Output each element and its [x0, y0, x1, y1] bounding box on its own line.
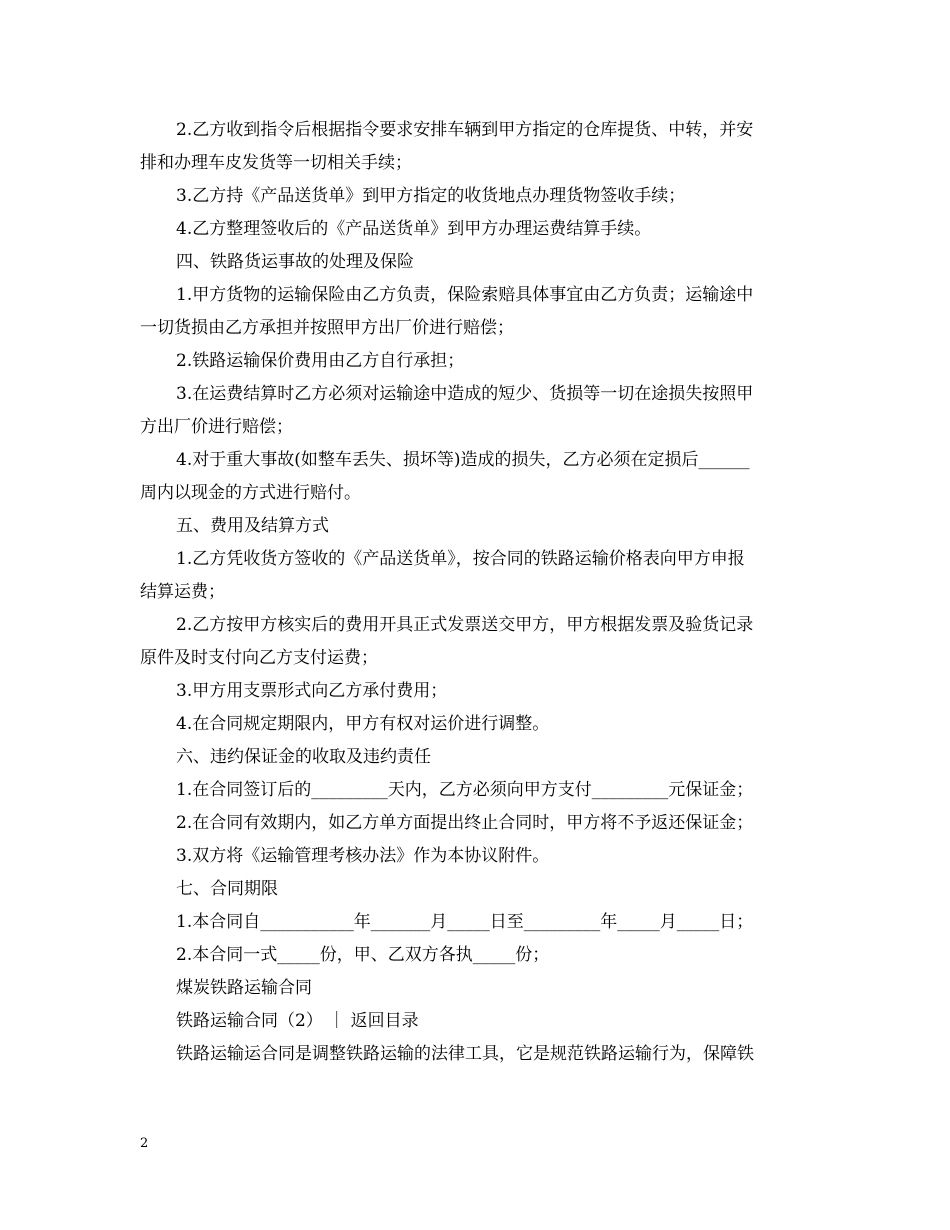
text-line: 2.本合同一式_____份，甲、乙双方各执_____份； [176, 945, 550, 965]
text-line: 2.乙方收到指令后根据指令要求安排车辆到甲方指定的仓库提货、中转，并安 [176, 120, 754, 140]
text-line: 3.甲方用支票形式向乙方承付费用； [176, 681, 448, 701]
text-line: 周内以现金的方式进行赔付。 [140, 483, 361, 503]
text-line: 2.在合同有效期内，如乙方单方面提出终止合同时，甲方将不予返还保证金； [176, 813, 754, 833]
page-number: 2 [140, 1136, 149, 1151]
text-line: 煤炭铁路运输合同 [176, 978, 312, 998]
text-line: 2.乙方按甲方核实后的费用开具正式发票送交甲方，甲方根据发票及验货记录 [176, 615, 754, 635]
text-line: 2.铁路运输保价费用由乙方自行承担； [176, 351, 465, 371]
text-line: 1.本合同自___________年_______月_____日至_________年_____月_____日； [176, 912, 754, 932]
text-line: 铁路运输合同（2） ｜ 返回目录 [176, 1011, 419, 1031]
text-line: 3.双方将《运输管理考核办法》作为本协议附件。 [176, 846, 550, 866]
text-line: 4.在合同规定期限内，甲方有权对运价进行调整。 [176, 714, 550, 734]
document-body [140, 114, 812, 1071]
text-line: 结算运费； [140, 582, 225, 602]
text-line: 1.甲方货物的运输保险由乙方负责，保险索赔具体事宜由乙方负责；运输途中 [176, 285, 754, 305]
text-line: 五、费用及结算方式 [176, 516, 329, 536]
text-line: 1.乙方凭收货方签收的《产品送货单》，按合同的铁路运输价格表向甲方申报 [176, 549, 745, 569]
text-line: 铁路运输运合同是调整铁路运输的法律工具，它是规范铁路运输行为，保障铁 [176, 1044, 754, 1064]
text-line: 方出厂价进行赔偿； [140, 417, 293, 437]
text-line: 七、合同期限 [176, 879, 278, 899]
text-line: 排和办理车皮发货等一切相关手续； [140, 153, 412, 173]
text-line: 4.乙方整理签收后的《产品送货单》到甲方办理运费结算手续。 [176, 219, 652, 239]
text-line: 六、违约保证金的收取及违约责任 [176, 747, 431, 767]
text-line: 4.对于重大事故(如整车丢失、损坏等)造成的损失，乙方必须在定损后______ [176, 450, 750, 470]
text-line: 四、铁路货运事故的处理及保险 [176, 252, 414, 272]
text-line: 3.在运费结算时乙方必须对运输途中造成的短少、货损等一切在途损失按照甲 [176, 384, 754, 404]
text-line: 3.乙方持《产品送货单》到甲方指定的收货地点办理货物签收手续； [176, 186, 686, 206]
text-line: 一切货损由乙方承担并按照甲方出厂价进行赔偿； [140, 318, 514, 338]
text-line: 1.在合同签订后的_________天内，乙方必须向甲方支付_________元保证金； [176, 780, 754, 800]
text-line: 原件及时支付向乙方支付运费； [140, 648, 378, 668]
